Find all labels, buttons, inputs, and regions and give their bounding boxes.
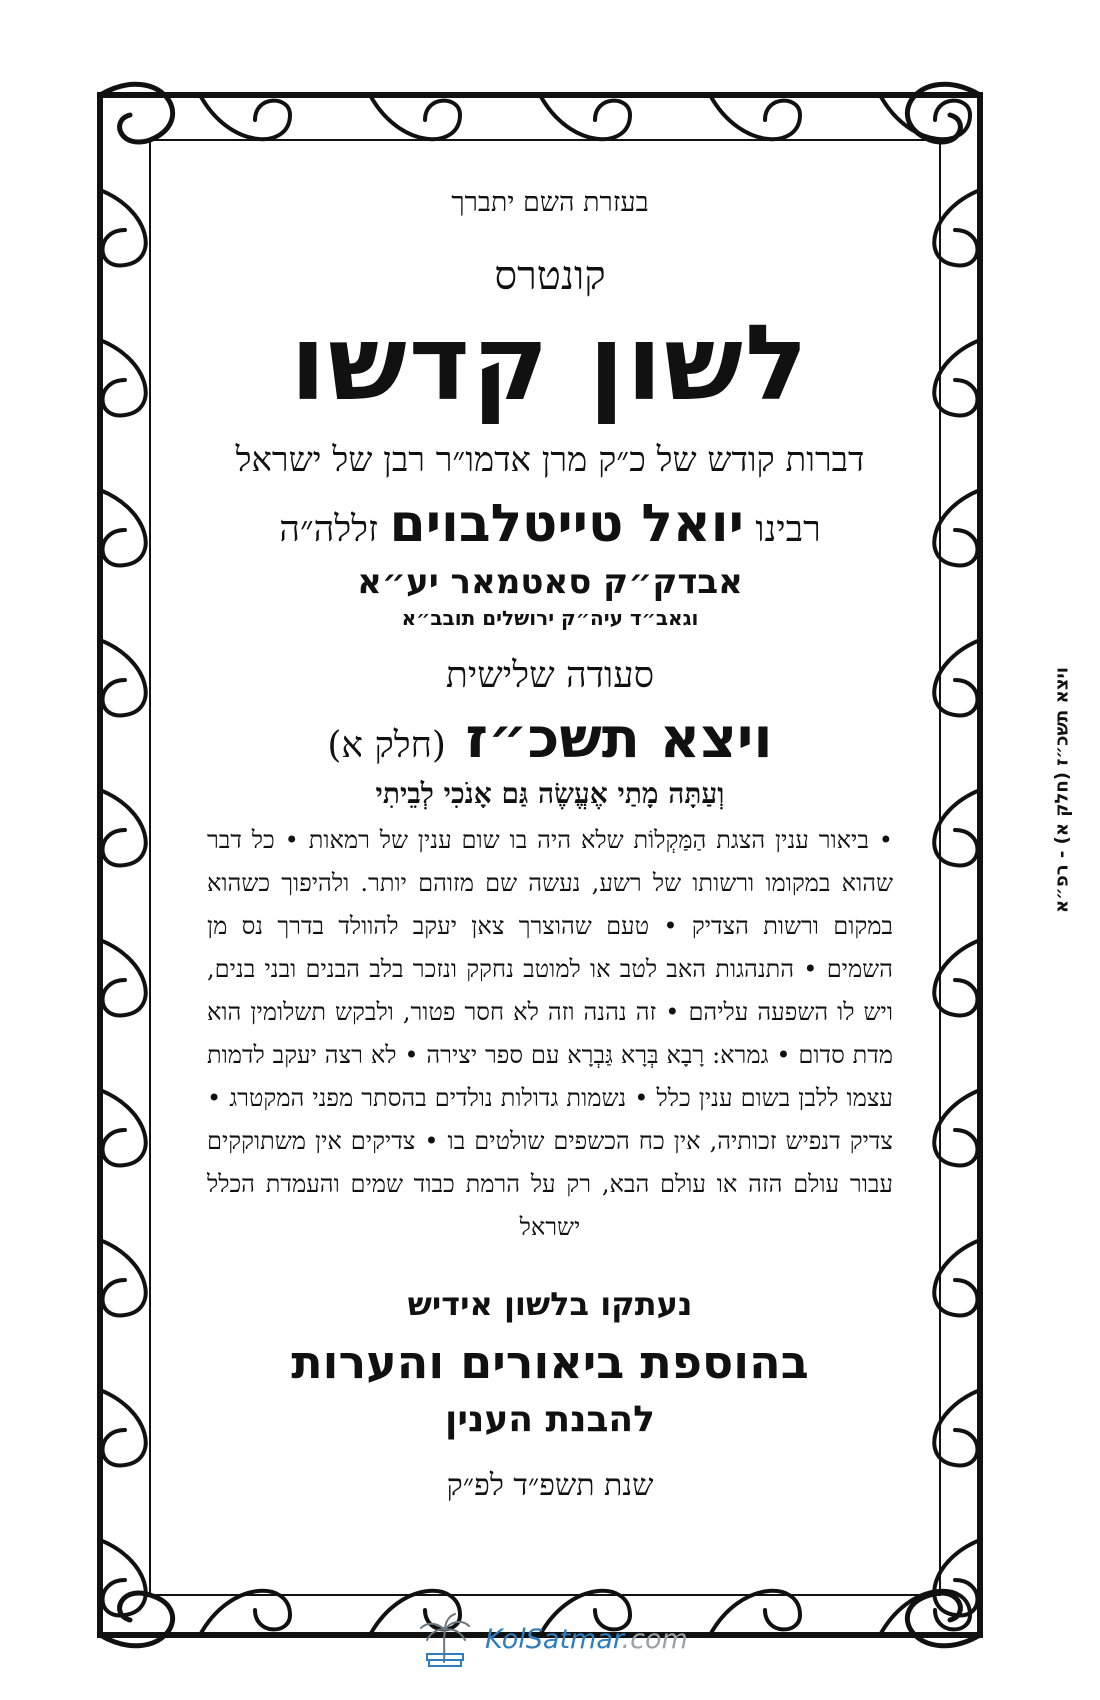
- scroll-ornament: [934, 1090, 980, 1165]
- scroll-ornament: [100, 190, 146, 265]
- scroll-ornament: [100, 790, 146, 865]
- avdak-line: אבדק״ק סאטמאר יע״א: [357, 562, 743, 603]
- dvarim-line: דברות קודש של כ״ק מרן אדמו״ר רבן של ישראל: [235, 440, 865, 481]
- rebbe-prefix: רבינו: [755, 509, 821, 551]
- side-label-text: ויצא תשכ״ז (חלק א) - רפ״א: [1051, 667, 1073, 913]
- scroll-ornament: [100, 640, 146, 715]
- topic-item: • ביאור ענין הצגת הַמַּקְלוֹת שלא היה בו שום ענין של רמאות: [309, 826, 893, 854]
- topic-item: • צדיקים אין משתוקקים עבור עולם הזה או עולם הבא, רק על הרמת כבוד שמים והעמדת הכלל ישראל: [207, 1127, 893, 1241]
- scroll-ornament: [370, 95, 460, 139]
- scroll-ornament: [934, 640, 980, 715]
- scroll-ornament: [934, 340, 980, 415]
- scroll-ornament: [934, 1240, 980, 1315]
- page-title: לשון קדשו: [290, 302, 810, 424]
- brand-tld: .com: [621, 1624, 688, 1655]
- palm-tree-books-icon: [415, 1610, 475, 1670]
- cover-page: [205, 175, 895, 1595]
- opening-blessing: בעזרת השם יתברך: [451, 187, 649, 218]
- topic-item: • זה נהנה וזה לא חסר פטור, ולבקש תשלומין הוא מדת סדום: [207, 998, 893, 1069]
- parsha-name: ויצא תשכ״ז: [465, 706, 773, 772]
- seuda-label: סעודה שלישית: [445, 655, 655, 697]
- parsha-line: [205, 706, 895, 771]
- topics-summary: [205, 819, 895, 1249]
- scroll-ornament: [100, 1090, 146, 1165]
- verse-line: וְעַתָּה מָתַי אֶעֱשֶׂה גַּם אָנֹכִי לְבֵיתִי: [375, 777, 725, 811]
- scroll-ornament: [934, 940, 980, 1015]
- rebbe-suffix: זללה״ה: [279, 509, 379, 551]
- understanding-line: להבנת הענין: [445, 1399, 655, 1441]
- scroll-ornament: [934, 190, 980, 265]
- parsha-part: (חלק א): [327, 725, 446, 767]
- kuntres-label: קונטרס: [494, 253, 606, 299]
- topic-item: • גמרא: רָבָא בְּרָא גַּבְרָא עם ספר יצירה: [426, 1041, 790, 1069]
- scroll-ornament: [100, 490, 146, 565]
- topic-item: • לא רצה יעקב לדמות עצמו ללבן בשום ענין כלל: [207, 1041, 893, 1112]
- scroll-ornament: [934, 490, 980, 565]
- jerusalem-line: וגאב״ד עיה״ק ירושלים תובב״א: [401, 606, 699, 631]
- topic-item: • צדיק דנפיש זכותיה, אין כח הכשפים שולטים בו: [207, 1084, 893, 1155]
- footer-logo[interactable]: [415, 1610, 715, 1672]
- topic-item: • כל דבר שהוא במקומו ורשותו של רשע, נעשה שם מזוהם יותר. ולהיפוך כשהוא במקום ורשות הצדיק: [207, 826, 893, 940]
- topic-item: • התנהגות האב לטב או למוטב נחקק ונזכר בלב הבנים ובני בנים, ויש לו השפעה עליהם: [207, 955, 893, 1026]
- rebbe-name: יואל טייטלבוים: [389, 494, 744, 555]
- topic-item: • נשמות גדולות נולדים בהסתר מפני המקטרג: [229, 1084, 648, 1112]
- scroll-ornament: [100, 940, 146, 1015]
- brand-link[interactable]: [485, 1624, 688, 1655]
- scroll-ornament: [100, 1240, 146, 1315]
- scroll-ornament: [100, 340, 146, 415]
- scroll-ornament: [934, 790, 980, 865]
- scroll-ornament: [100, 1390, 146, 1465]
- brand-name: KolSatmar: [485, 1624, 622, 1655]
- additions-line: בהוספת ביאורים והערות: [291, 1335, 809, 1390]
- rebbe-line: [205, 494, 895, 554]
- scroll-ornament: [200, 95, 290, 139]
- scroll-ornament: [540, 95, 630, 139]
- topic-item: • טעם שהוצרך צאן יעקב להוולד בדרך נס מן השמים: [207, 912, 893, 983]
- year-line: שנת תשפ״ד לפ״ק: [446, 1468, 654, 1504]
- translated-line: נעתקו בלשון אידיש: [407, 1285, 693, 1324]
- scroll-ornament: [710, 1591, 800, 1635]
- scroll-ornament: [934, 1390, 980, 1465]
- scroll-ornament: [200, 1591, 290, 1635]
- scroll-ornament: [710, 95, 800, 139]
